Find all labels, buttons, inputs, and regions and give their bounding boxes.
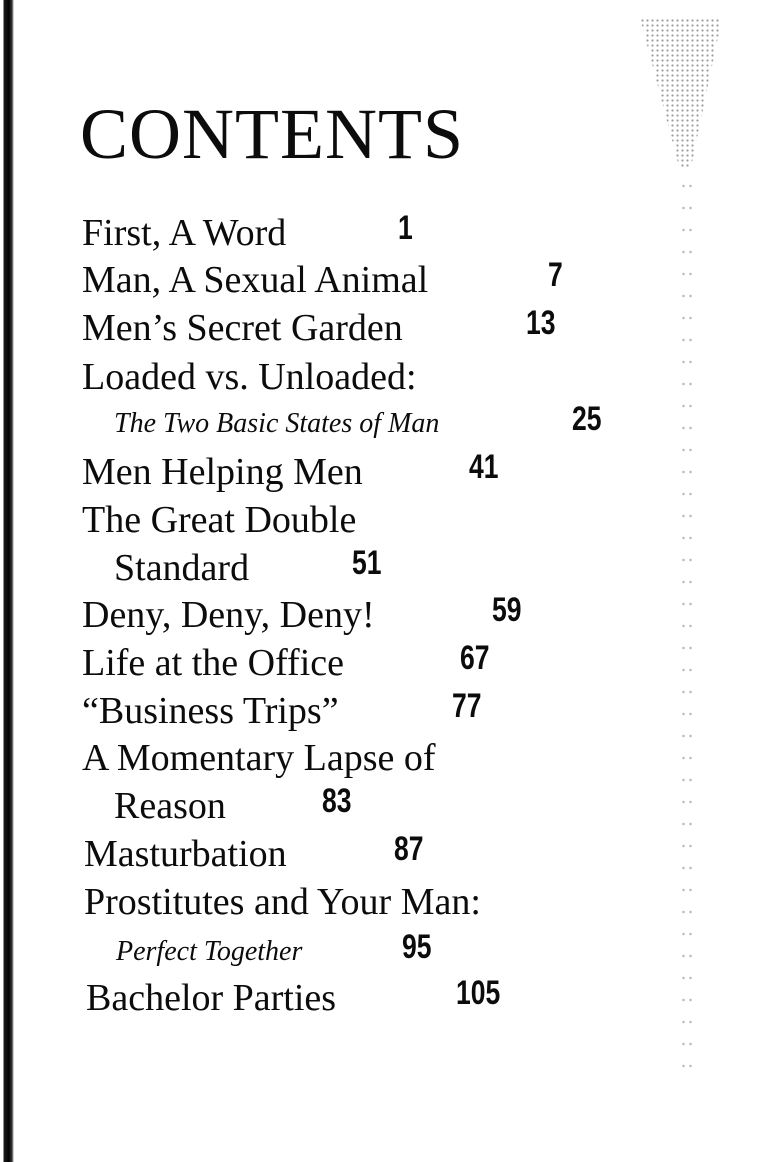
toc-entry xyxy=(82,501,356,539)
toc-entry xyxy=(114,782,352,827)
toc-page-number: 51 xyxy=(352,544,382,582)
toc-entry-title: First, A Word xyxy=(82,212,287,254)
toc-entry-title: Deny, Deny, Deny! xyxy=(82,594,375,636)
toc-page-number: 41 xyxy=(469,448,499,486)
toc-entry-title: Masturbation xyxy=(84,833,287,875)
toc-entry-title: Men’s Secret Garden xyxy=(82,307,403,349)
toc-entry-subtitle: Perfect Together xyxy=(116,936,303,967)
toc-page-number: 87 xyxy=(394,830,424,868)
toc-entry xyxy=(86,974,501,1019)
scan-binding-edge xyxy=(0,0,14,1162)
toc-entry-title: A Momentary Lapse of xyxy=(82,737,436,779)
toc-page-number: 7 xyxy=(548,256,563,294)
toc-entry xyxy=(84,830,424,875)
toc-page-number: 25 xyxy=(572,400,602,438)
toc-page-number: 95 xyxy=(402,928,432,966)
toc-entry-title: “Business Trips” xyxy=(82,690,339,732)
toc-page-number: 83 xyxy=(322,782,352,820)
toc-entry-title: Standard xyxy=(114,547,250,589)
toc-entry xyxy=(82,209,413,254)
toc-entry xyxy=(116,928,432,967)
toc-page-number: 13 xyxy=(526,304,556,342)
toc-entry xyxy=(114,400,602,439)
toc-entry xyxy=(82,448,499,493)
toc-page-number: 67 xyxy=(460,639,490,677)
toc-entry-title: Man, A Sexual Animal xyxy=(82,259,429,301)
print-noise-wedge xyxy=(640,18,722,168)
page-title: CONTENTS xyxy=(80,94,464,174)
toc-entry xyxy=(82,591,522,636)
toc-entry-title: Bachelor Parties xyxy=(86,977,337,1019)
toc-entry xyxy=(82,639,490,684)
toc-entry xyxy=(82,304,556,349)
toc-entry-title: The Great Double xyxy=(82,499,357,541)
toc-entry xyxy=(82,687,482,732)
toc-entry xyxy=(82,256,563,301)
toc-entry-title: Prostitutes and Your Man: xyxy=(84,881,481,923)
toc-entry xyxy=(82,358,417,396)
toc-entry-title: Men Helping Men xyxy=(82,451,363,493)
toc-entry xyxy=(82,739,436,777)
toc-entry-subtitle: The Two Basic States of Man xyxy=(114,408,440,439)
toc-page-number: 105 xyxy=(456,974,501,1012)
toc-entry xyxy=(84,883,481,921)
toc-entry-title: Reason xyxy=(114,785,226,827)
toc-entry-title: Loaded vs. Unloaded: xyxy=(82,356,417,398)
toc-page-number: 1 xyxy=(398,209,413,247)
toc-entry-title: Life at the Office xyxy=(82,642,344,684)
toc-page-number: 77 xyxy=(452,687,482,725)
toc-entry xyxy=(114,544,382,589)
toc-page-number: 59 xyxy=(492,591,522,629)
print-noise-strip xyxy=(680,175,694,1085)
